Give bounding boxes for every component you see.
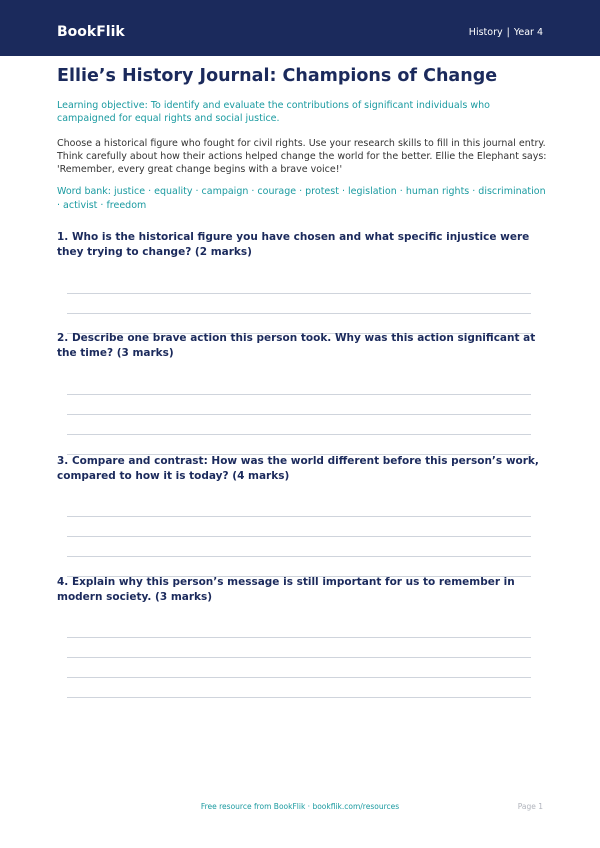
year-label: Year 4 — [513, 27, 543, 38]
answer-line[interactable] — [67, 394, 531, 395]
answer-line[interactable] — [67, 697, 531, 698]
answer-line[interactable] — [67, 516, 531, 517]
answer-line[interactable] — [67, 434, 531, 435]
word-bank: Word bank: justice · equality · campaign · courage · protest · legislation · human rights · discrimination · activist · freedom — [57, 186, 546, 211]
answer-line[interactable] — [67, 677, 531, 678]
page-number: Page 1 — [517, 802, 543, 811]
subject-separator: | — [506, 27, 510, 38]
footer-link[interactable]: Free resource from BookFlik · bookflik.com/resources — [200, 802, 400, 811]
answer-line[interactable] — [67, 414, 531, 415]
page-title: Ellie’s History Journal: Champions of Change — [57, 66, 498, 86]
brand-logo[interactable]: BookFlik — [57, 24, 125, 40]
question-1: 1. Who is the historical figure you have chosen and what specific injustice were they trying to change? (2 marks) — [57, 231, 530, 258]
subject-label — [469, 27, 543, 39]
answer-line[interactable] — [67, 536, 531, 537]
answer-line[interactable] — [67, 313, 531, 314]
answer-line[interactable] — [67, 293, 531, 294]
answer-line[interactable] — [67, 637, 531, 638]
answer-line[interactable] — [67, 556, 531, 557]
subject-name: History — [468, 27, 503, 38]
question-4: 4. Explain why this person’s message is still important for us to remember in modern society. (3 marks) — [57, 576, 515, 603]
answer-line[interactable] — [67, 657, 531, 658]
header-bar — [0, 0, 600, 56]
intro-text: Choose a historical figure who fought for civil rights. Use your research skills to fill in this journal entry. Think carefully about how their actions helped change the world for the better. Ellie the Elephant says: 'Remember, every great change begins with a brave voice!' — [57, 138, 547, 175]
question-3: 3. Compare and contrast: How was the world different before this person’s work, compared to how it is today? (4 marks) — [57, 455, 539, 482]
learning-objective: Learning objective: To identify and evaluate the contributions of significant individuals who campaigned for equal rights and social justice. — [57, 100, 490, 124]
question-2: 2. Describe one brave action this person took. Why was this action significant at the time? (3 marks) — [57, 332, 536, 359]
